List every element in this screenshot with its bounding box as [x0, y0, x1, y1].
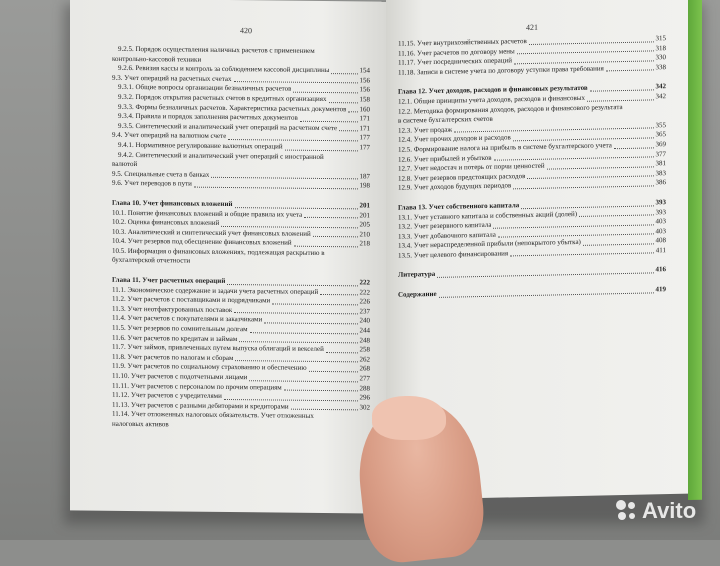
toc-page-number: 171 — [359, 124, 370, 133]
toc-leader-dots — [614, 147, 654, 149]
toc-entry-title: 11.16. Учет расчетов по договору мены — [398, 46, 515, 58]
toc-leader-dots — [339, 131, 357, 132]
toc-entry-title: 10.5. Информация о финансовых вложениях, подлежащая раскрытию в — [112, 246, 325, 257]
toc-page-number: 158 — [359, 95, 370, 104]
toc-page-number: 338 — [655, 62, 666, 72]
toc-page-number: 383 — [655, 168, 666, 178]
toc-entry-title: 11.9. Учет расчетов по социальному страхованию и обеспечению — [112, 362, 307, 373]
toc-page-number: 262 — [359, 355, 370, 364]
toc-leader-dots — [285, 149, 358, 151]
toc-page-number: 177 — [359, 133, 370, 142]
toc-entry-title: 11.15. Учет внутрихозяйственных расчетов — [398, 37, 527, 48]
toc-leader-dots — [235, 360, 357, 362]
toc-entry-title: 12.6. Учет прибылей и убытков — [398, 153, 492, 164]
toc-leader-dots — [264, 322, 357, 324]
toc-page-number: 277 — [359, 374, 370, 383]
toc-page-number: 403 — [655, 226, 666, 236]
toc-leader-dots — [309, 371, 358, 373]
toc-entry-title: 11.6. Учет расчетов по кредитам и займам — [112, 333, 238, 343]
toc-row — [112, 179, 370, 191]
right-toc — [398, 34, 666, 300]
toc-page-number: 258 — [359, 345, 370, 354]
toc-page-number: 187 — [359, 172, 370, 181]
toc-page-number: 377 — [655, 149, 666, 158]
toc-entry-title: 12.3. Учет продаж — [398, 125, 453, 135]
thumb — [372, 396, 446, 440]
toc-leader-dots — [326, 352, 358, 353]
toc-entry-title: 13.4. Учет нераспределенной прибыли (непокрытого убытка) — [398, 238, 581, 251]
toc-entry-title: 10.1. Понятие финансовых вложений и общие правила их учета — [112, 208, 303, 219]
toc-leader-dots — [234, 81, 358, 83]
toc-leader-dots — [510, 253, 654, 257]
toc-entry-title: 9.3.3. Формы безналичных расчетов. Характеристика расчетных документов — [118, 102, 347, 113]
toc-entry-title: контрольно-кассовой техники — [112, 54, 202, 64]
toc-entry-title: Глава 10. Учет финансовых вложений — [112, 198, 233, 208]
toc-page-number: 365 — [655, 130, 666, 139]
toc-entry-title: 12.9. Учет доходов будущих периодов — [398, 181, 512, 193]
toc-entry-title: 11.11. Учет расчетов с персоналом по прочим операциям — [112, 381, 282, 392]
toc-page-number: 318 — [655, 43, 666, 52]
toc-page-number: 355 — [655, 120, 666, 130]
toc-entry-title: Глава 11. Учет расчетных операций — [112, 275, 226, 286]
toc-leader-dots — [437, 272, 653, 278]
toc-entry-title: 11.12. Учет расчетов с учредителями — [112, 390, 222, 401]
toc-entry-title: 11.5. Учет резервов по сомнительным долгам — [112, 323, 248, 334]
toc-page-number: 201 — [359, 210, 370, 219]
toc-page-number: 330 — [655, 53, 666, 62]
toc-leader-dots — [284, 390, 358, 392]
avito-watermark-text: Avito — [642, 498, 697, 523]
toc-leader-dots — [583, 243, 654, 245]
toc-page-number: 222 — [359, 278, 370, 287]
toc-entry-title: 11.2. Учет расчетов с поставщиками и подрядчиками — [112, 295, 271, 305]
toc-row — [112, 420, 370, 432]
toc-page-number: 411 — [655, 246, 666, 255]
toc-page-number: 171 — [359, 114, 370, 123]
toc-page-number: 381 — [655, 159, 666, 168]
toc-page-number: 156 — [359, 76, 370, 85]
toc-page-number: 268 — [359, 364, 370, 373]
toc-page-number: 237 — [359, 307, 370, 316]
toc-entry-title: валютой — [112, 159, 138, 169]
toc-entry-title: 9.3.1. Общие вопросы организации безналичных расчетов — [118, 83, 292, 94]
toc-leader-dots — [291, 409, 358, 411]
toc-entry-title: 11.1. Экономическое содержание и задачи учета расчетных операций — [112, 285, 319, 296]
left-page-number: 420 — [240, 26, 252, 36]
toc-leader-dots — [300, 121, 358, 123]
toc-leader-dots — [211, 177, 357, 180]
toc-entry-title: 9.5. Специальные счета в банках — [112, 169, 210, 179]
toc-entry-title: 9.6. Учет переводов в пути — [112, 179, 192, 188]
toc-leader-dots — [606, 70, 654, 72]
toc-page-number: 408 — [655, 236, 666, 245]
toc-entry-title: 12.1. Общие принципы учета доходов, расходов и финансовых — [398, 93, 585, 106]
toc-page-number: 386 — [655, 178, 666, 187]
toc-leader-dots — [304, 217, 357, 219]
toc-page-number: 248 — [359, 336, 370, 345]
toc-leader-dots — [590, 89, 654, 91]
toc-leader-dots — [234, 313, 357, 315]
toc-entry-title: 12.7. Учет недостач и потерь от порчи ценностей — [398, 161, 545, 173]
toc-entry-title: 9.3.2. Порядок открытия расчетных счетов в кредитных организациях — [118, 92, 327, 104]
toc-page-number: 226 — [359, 297, 370, 306]
toc-page-number: 288 — [359, 383, 370, 393]
toc-leader-dots — [293, 92, 357, 94]
toc-row — [112, 256, 370, 268]
toc-entry-title: 11.13. Учет расчетов с разными дебиторами и кредиторами — [112, 400, 289, 411]
toc-leader-dots — [194, 187, 358, 190]
toc-leader-dots — [294, 246, 358, 248]
toc-page-number: 218 — [359, 239, 370, 248]
toc-entry-title: 11.3. Учет неотфактурованных поставок — [112, 304, 233, 314]
toc-leader-dots — [439, 292, 654, 298]
toc-page-number: 177 — [359, 143, 370, 152]
toc-page-number: 342 — [655, 82, 666, 91]
toc-entry-title: 11.14. Учет отложенных налоговых обязательств. Учет отложенных — [112, 410, 314, 421]
toc-leader-dots — [331, 73, 357, 74]
toc-entry-title: 9.3.5. Синтетический и аналитический учет операций на расчетном счете — [118, 121, 338, 132]
toc-leader-dots — [320, 294, 357, 295]
toc-leader-dots — [348, 111, 357, 112]
toc-entry-title: Содержание — [398, 290, 437, 299]
toc-leader-dots — [221, 226, 357, 228]
toc-entry-title: 9.3. Учет операций на расчетных счетах — [112, 73, 232, 83]
toc-page-number: 393 — [655, 207, 666, 216]
toc-entry-title: 9.4.2. Синтетический и аналитический учет операций с иностранной — [118, 150, 324, 161]
toc-leader-dots — [272, 303, 357, 305]
toc-entry-title: 13.5. Учет целевого финансирования — [398, 249, 509, 260]
toc-leader-dots — [313, 236, 358, 237]
toc-entry-title: 9.3.4. Правила и порядок заполнения расчетных документов — [118, 112, 298, 122]
toc-entry-title: 11.17. Учет посреднических операций — [398, 56, 512, 67]
toc-entry-title: 9.4. Учет операций на валютном счете — [112, 131, 227, 141]
toc-entry-title: 13.1. Учет уставного капитала и собственных акций (долей) — [398, 209, 578, 222]
left-page — [70, 0, 386, 514]
toc-leader-dots — [227, 284, 357, 286]
toc-entry-title: 12.5. Формирование налога на прибыль в системе бухгалтерского учета — [398, 141, 612, 154]
toc-entry-title: 13.2. Учет резервного капитала — [398, 220, 492, 231]
toc-entry-title: бухгалтерской отчетности — [112, 256, 191, 266]
toc-chapter-row — [398, 266, 666, 281]
toc-entry-title: в системе бухгалтерских счетов — [398, 114, 493, 125]
toc-leader-dots — [235, 207, 358, 209]
toc-entry-title: 12.4. Учет прочих доходов и расходов — [398, 133, 511, 145]
toc-page-number: 393 — [655, 198, 666, 207]
toc-entry-title: 9.4.1. Нормативное регулирование валютных операций — [118, 140, 283, 151]
toc-page-number: 315 — [655, 34, 666, 43]
toc-entry-title: Глава 12. Учет доходов, расходов и финансовых результатов — [398, 84, 588, 97]
toc-chapter-row — [398, 285, 666, 300]
toc-entry-title: 11.8. Учет расчетов по налогам и сборам — [112, 352, 234, 362]
toc-page-number: 240 — [359, 316, 370, 325]
toc-page-number: 342 — [655, 92, 666, 101]
toc-page-number: 419 — [655, 285, 666, 294]
toc-page-number: 205 — [359, 220, 370, 229]
toc-page-number: 302 — [359, 403, 370, 412]
toc-page-number: 244 — [359, 326, 370, 335]
toc-leader-dots — [239, 341, 357, 343]
toc-entry-title: 11.18. Записи в системе учета по договору уступки права требования — [398, 64, 604, 77]
toc-leader-dots — [228, 139, 357, 141]
toc-entry-title: Глава 13. Учет собственного капитала — [398, 201, 520, 212]
toc-entry-title: Литература — [398, 270, 436, 280]
toc-entry-title: 12.8. Учет резервов предстоящих расходов — [398, 171, 526, 183]
toc-page-number: 198 — [359, 181, 370, 190]
toc-leader-dots — [579, 214, 653, 217]
green-page-edge — [688, 0, 702, 500]
toc-entry-title: 10.4. Учет резервов под обесценение финансовых вложений — [112, 237, 292, 247]
toc-page-number: 156 — [359, 85, 370, 94]
toc-entry-title: 11.4. Учет расчетов с покупателями и заказчиками — [112, 314, 263, 324]
toc-leader-dots — [224, 399, 358, 401]
toc-leader-dots — [513, 185, 653, 189]
toc-page-number: 403 — [655, 217, 666, 226]
toc-entry-title: 10.3. Аналитический и синтетический учет финансовых вложений — [112, 227, 311, 238]
toc-page-number: 416 — [655, 265, 666, 274]
toc-page-number: 160 — [359, 104, 370, 114]
toc-entry-title: 11.7. Учет займов, привлеченных путем выпуска облигаций и векселей — [112, 343, 324, 354]
toc-entry-title: 9.2.5. Порядок осуществления наличных расчетов с применением — [118, 44, 315, 55]
toc-leader-dots — [249, 380, 357, 382]
toc-page-number: 222 — [359, 288, 370, 297]
toc-entry-title: 13.3. Учет добавочного капитала — [398, 230, 496, 241]
toc-leader-dots — [587, 99, 654, 101]
toc-entry-title: 10.2. Оценка финансовых вложений — [112, 217, 220, 228]
toc-entry-title: 9.2.6. Ревизия кассы и контроль за соблюдением кассовой дисциплины — [118, 64, 330, 75]
toc-entry-title: 12.2. Методика формирования доходов, расходов и финансового результата — [398, 102, 623, 116]
left-toc — [112, 45, 370, 432]
toc-page-number: 210 — [359, 230, 370, 239]
toc-entry-title: налоговых активов — [112, 419, 169, 429]
toc-leader-dots — [329, 102, 358, 103]
toc-page-number: 296 — [359, 393, 370, 402]
toc-page-number: 154 — [359, 66, 370, 75]
avito-logo-icon — [616, 500, 638, 522]
toc-entry-title: 11.10. Учет расчетов с подотчетными лицами — [112, 371, 248, 382]
toc-leader-dots — [250, 332, 358, 334]
right-page-number: 421 — [526, 22, 538, 33]
toc-page-number: 369 — [655, 140, 666, 149]
avito-watermark — [616, 498, 696, 524]
toc-page-number: 201 — [359, 201, 370, 210]
